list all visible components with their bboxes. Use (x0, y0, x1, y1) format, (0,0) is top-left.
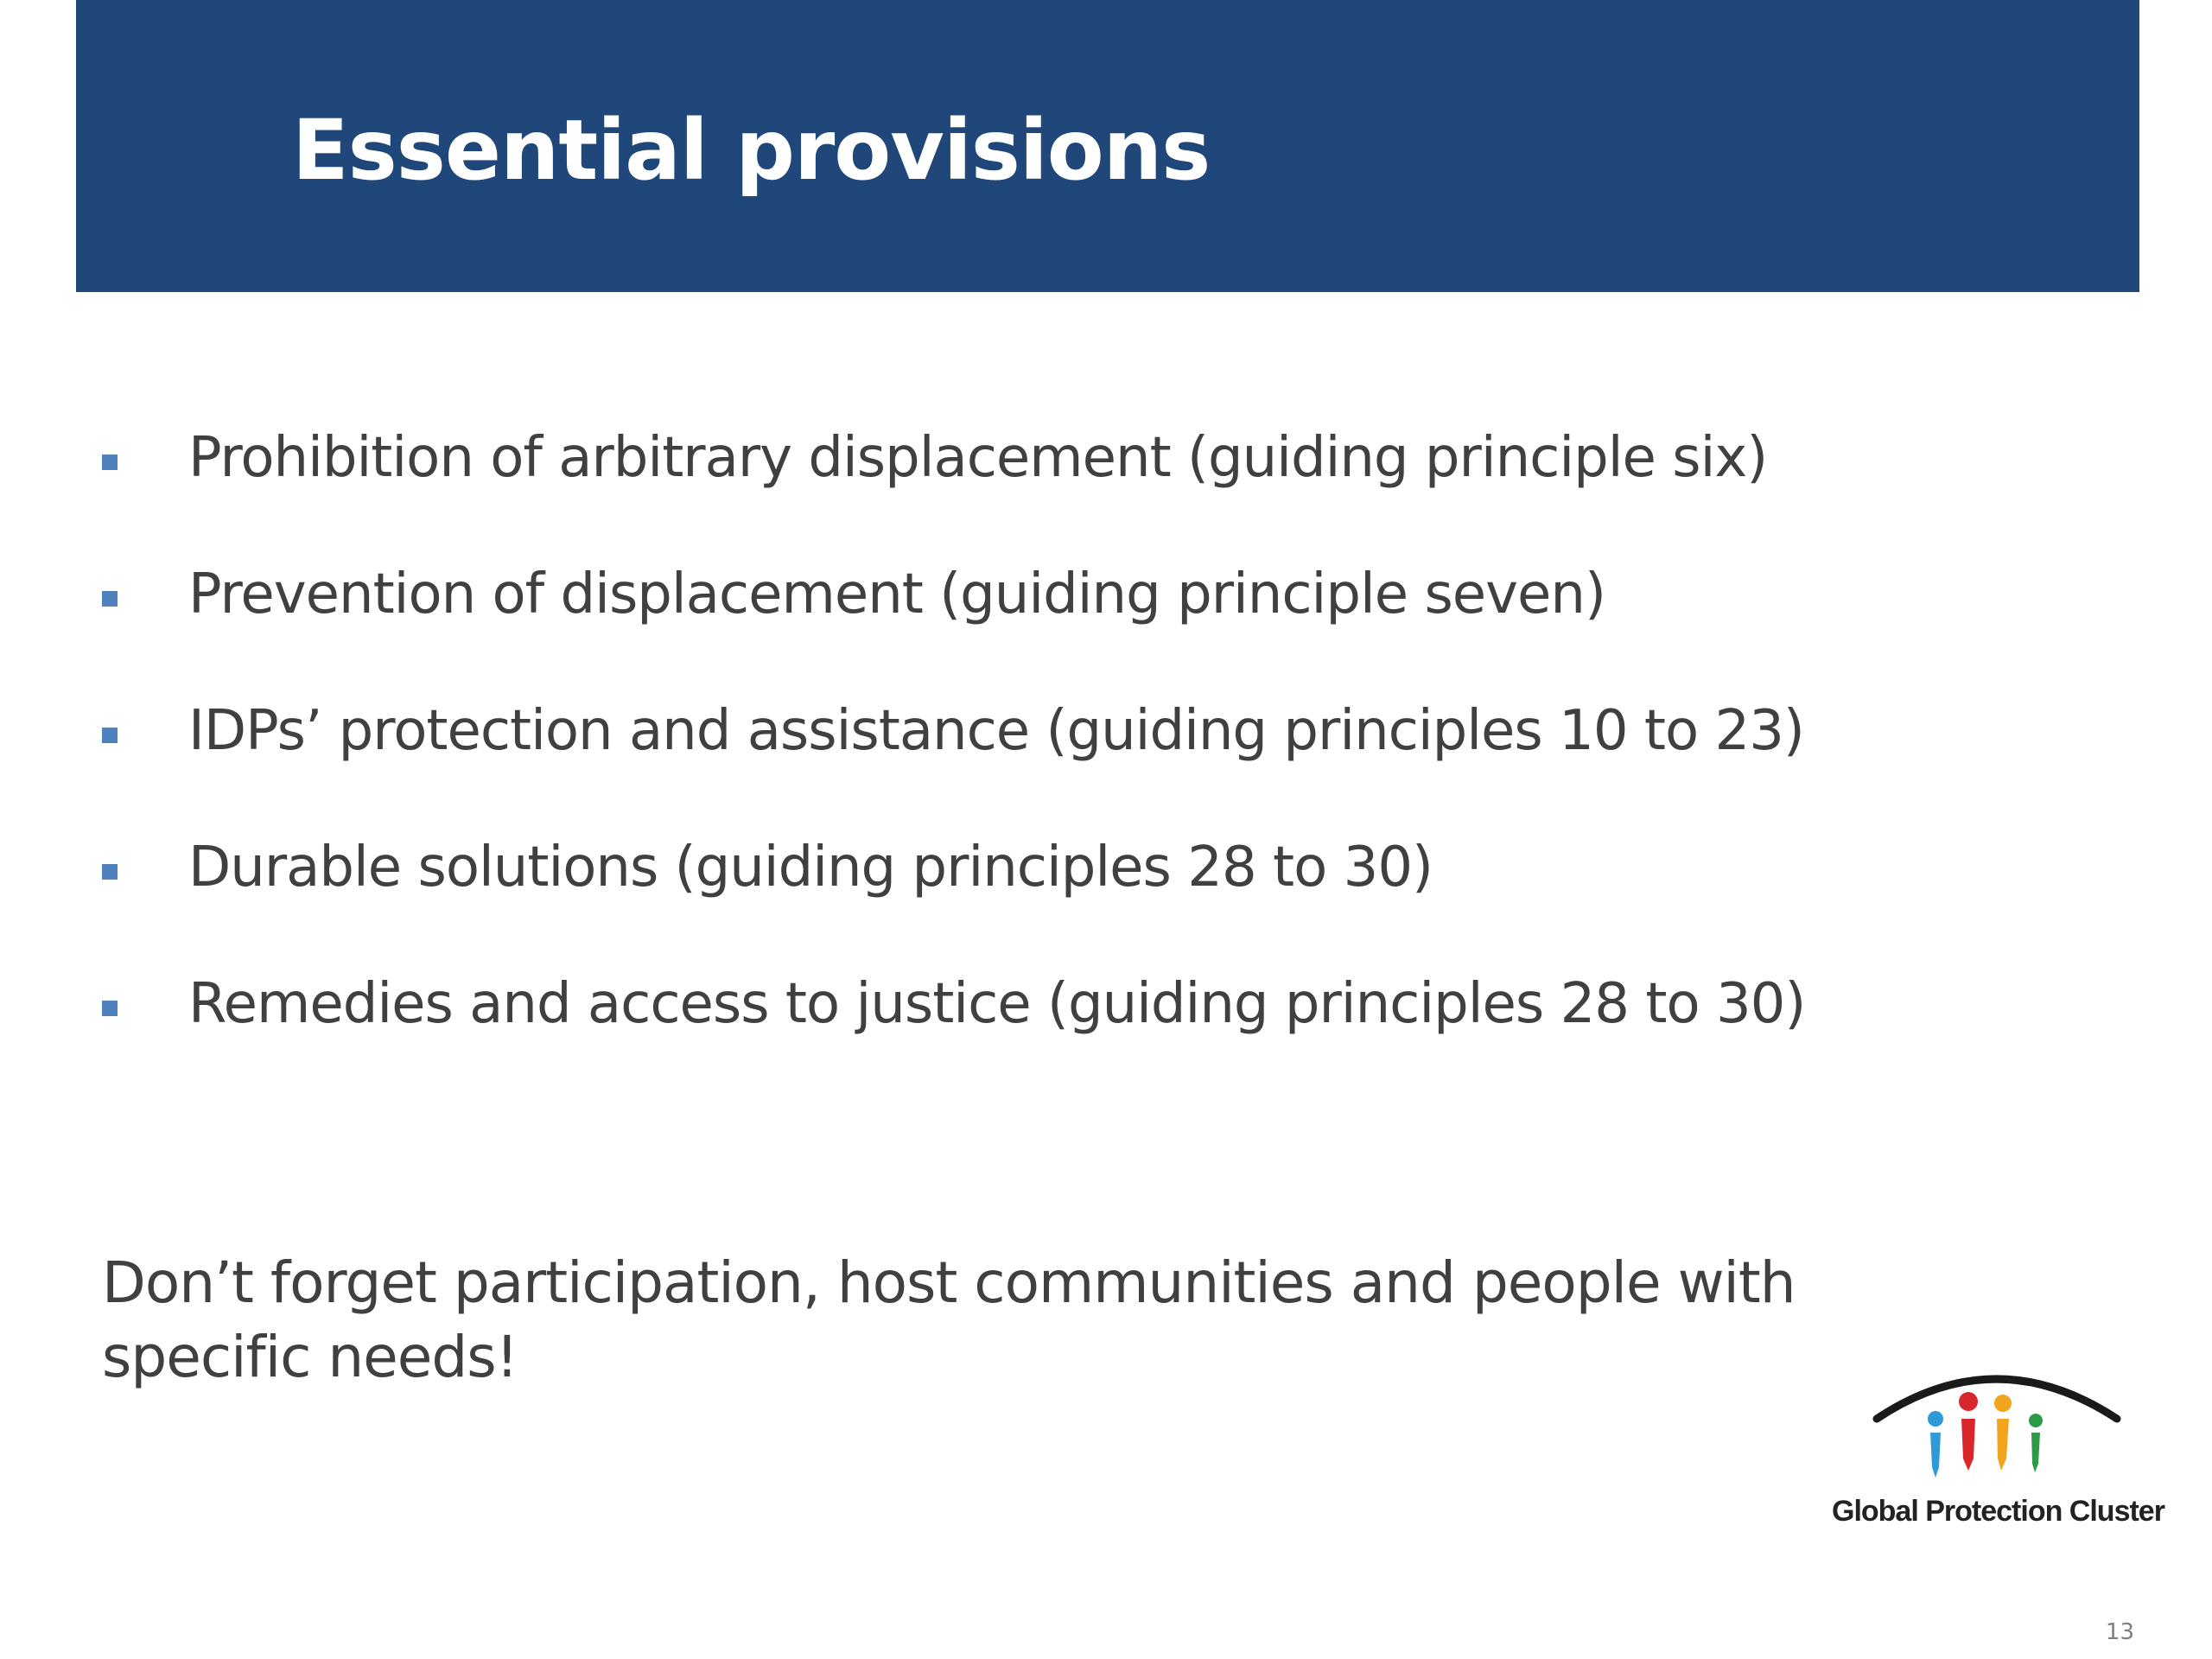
square-bullet-icon (102, 728, 118, 743)
closing-note: Don’t forget participation, host communities and people with specific needs! (102, 1249, 1796, 1390)
bullet-text: IDPs’ protection and assistance (guiding principles 10 to 23) (188, 699, 1804, 763)
bullet-list (102, 423, 1805, 1106)
logo-text: Global Protection Cluster (1832, 1495, 2164, 1528)
people-arc-icon (1866, 1357, 2126, 1495)
square-bullet-icon (102, 591, 118, 607)
page-number: 13 (2105, 1619, 2134, 1645)
list-item (102, 423, 1805, 560)
list-item (102, 969, 1805, 1106)
list-item (102, 696, 1805, 833)
list-item (102, 560, 1805, 696)
bullet-text: Remedies and access to justice (guiding principles 28 to 30) (188, 972, 1806, 1036)
slide-title: Essential provisions (292, 102, 1211, 199)
bullet-text: Prohibition of arbitrary displacement (guiding principle six) (188, 426, 1768, 490)
global-protection-cluster-logo (1832, 1357, 2164, 1538)
bullet-text: Prevention of displacement (guiding principle seven) (188, 563, 1605, 626)
bullet-text: Durable solutions (guiding principles 28 to 30) (188, 836, 1433, 899)
square-bullet-icon (102, 1001, 118, 1016)
square-bullet-icon (102, 864, 118, 880)
square-bullet-icon (102, 454, 118, 470)
list-item (102, 833, 1805, 969)
